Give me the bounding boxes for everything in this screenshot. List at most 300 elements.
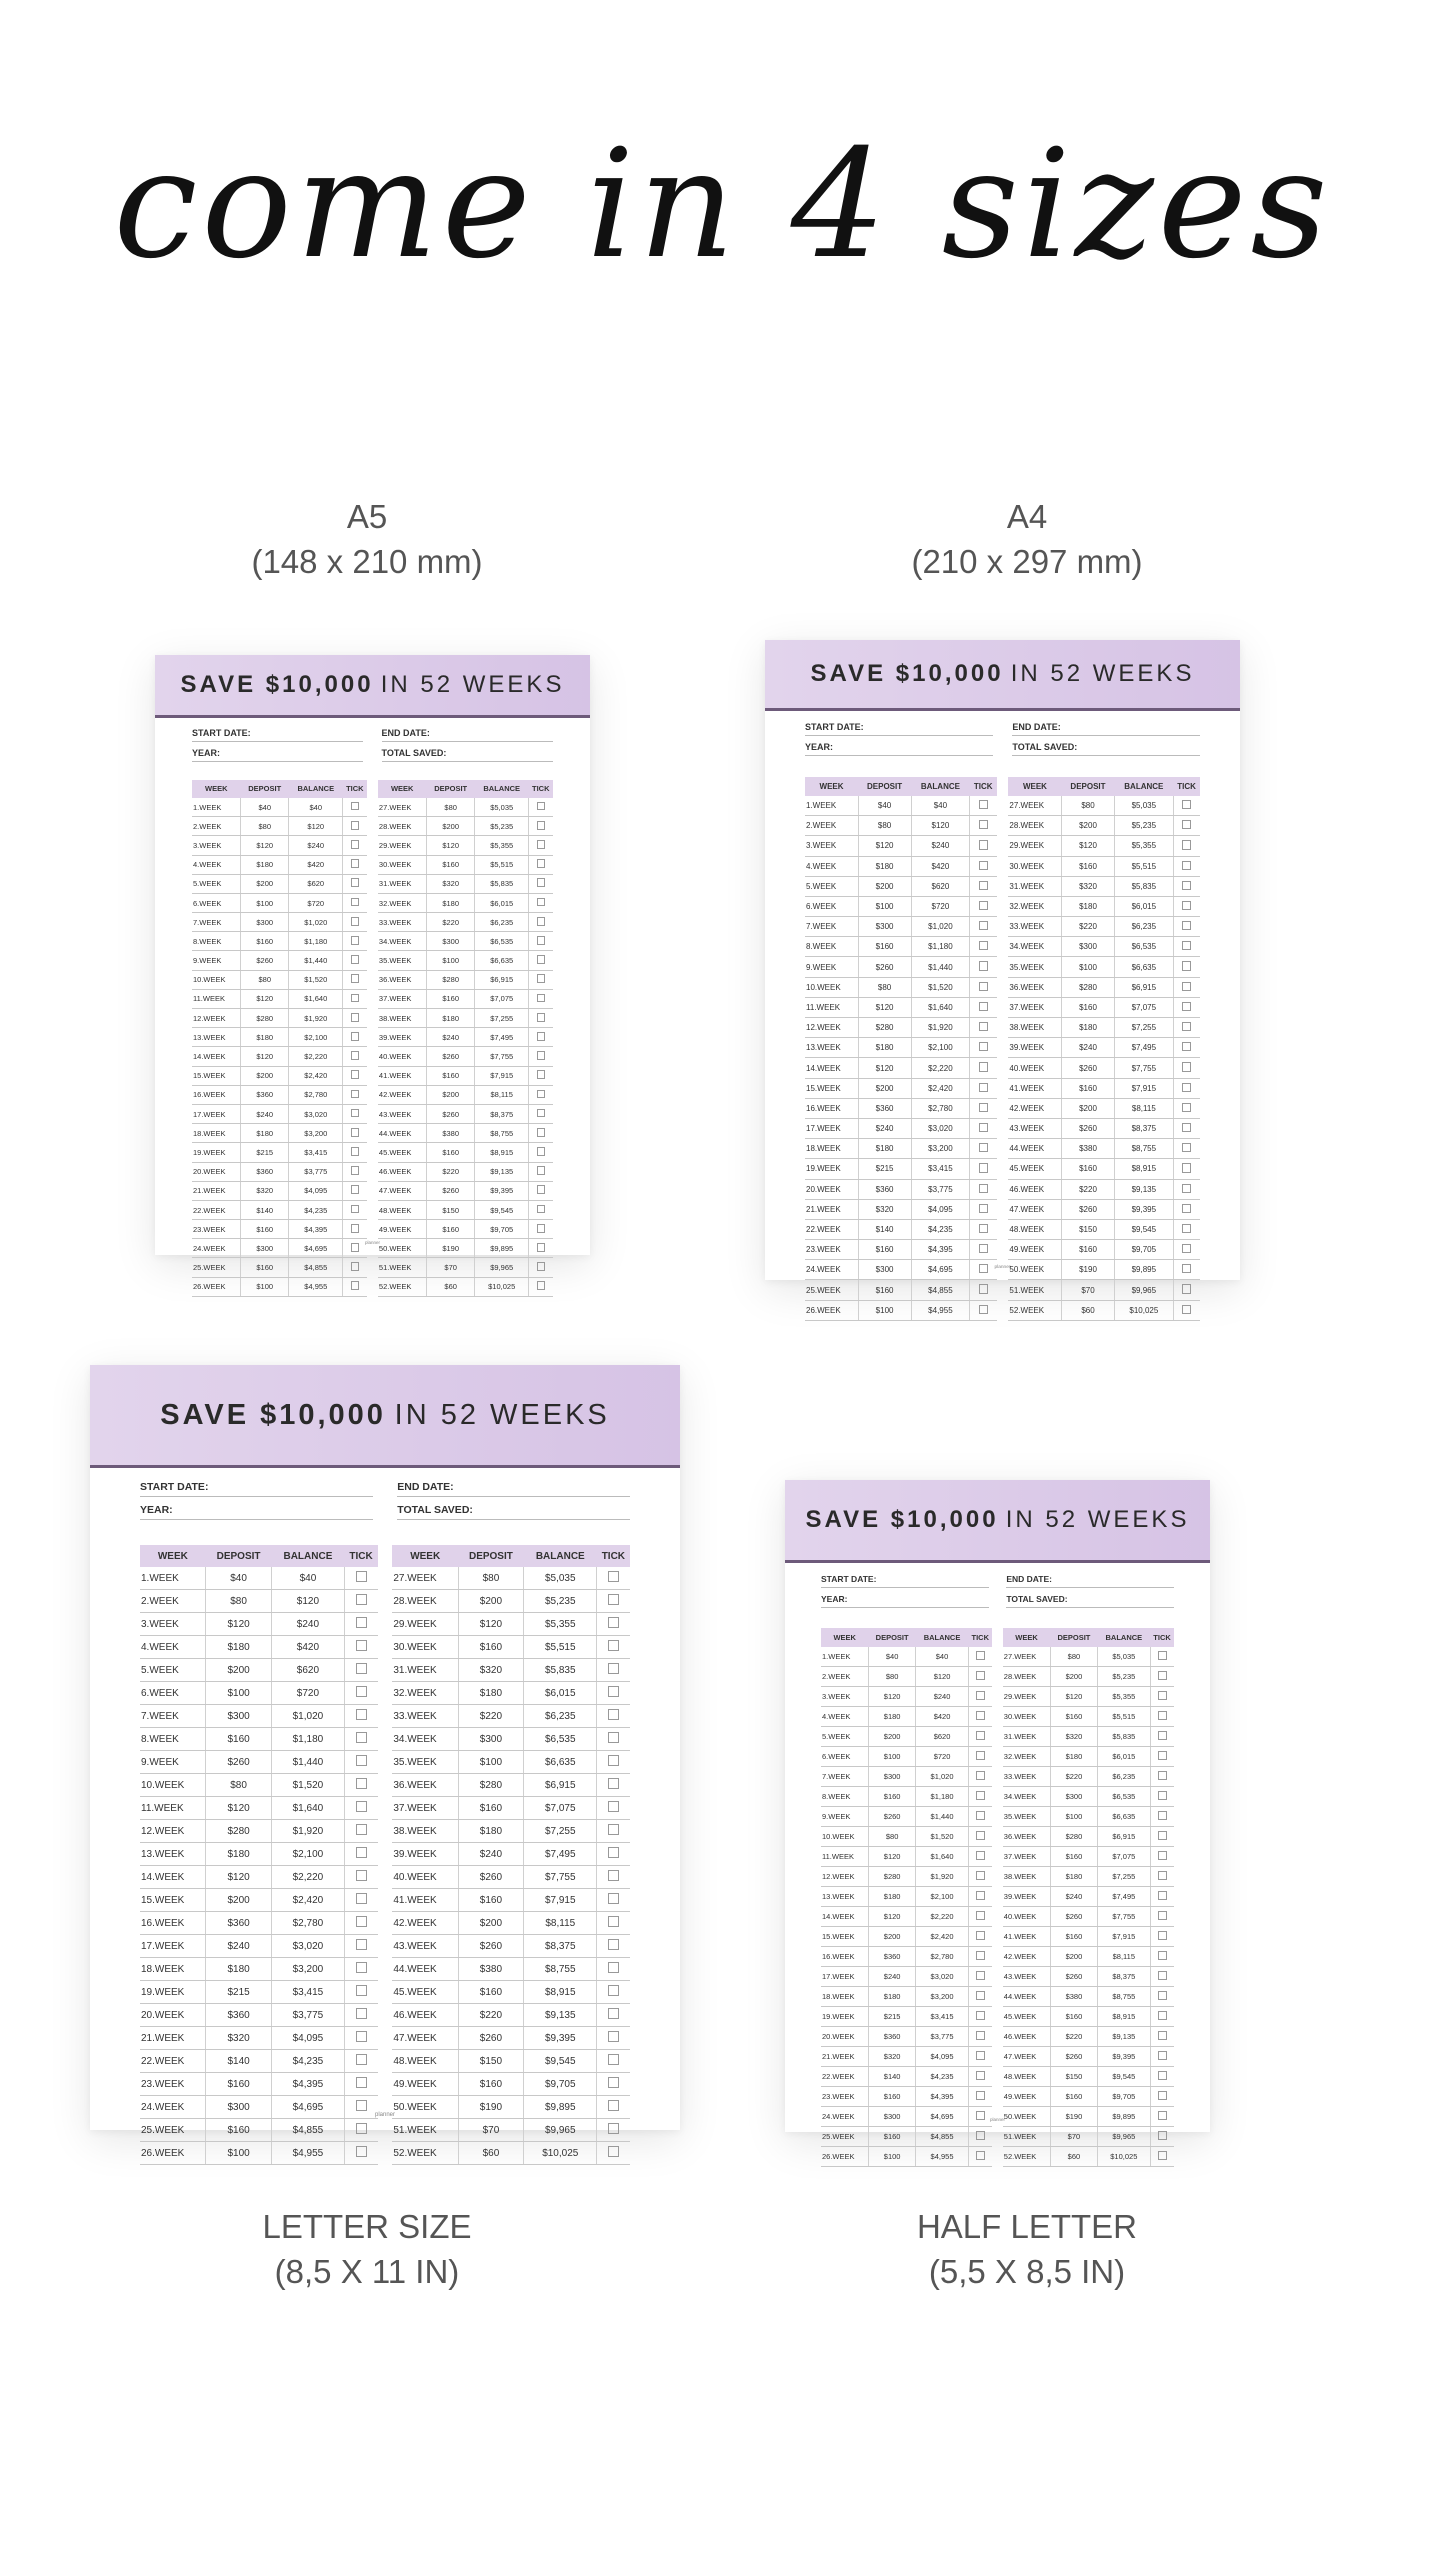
tick-checkbox[interactable]	[1182, 881, 1191, 890]
tick-checkbox[interactable]	[1158, 1791, 1167, 1800]
tick-checkbox[interactable]	[356, 1709, 367, 1720]
tick-cell[interactable]	[343, 1143, 368, 1162]
tick-checkbox[interactable]	[356, 1594, 367, 1605]
tick-cell[interactable]	[1150, 2087, 1174, 2107]
tick-checkbox[interactable]	[976, 1851, 985, 1860]
tick-checkbox[interactable]	[1182, 961, 1191, 970]
tick-checkbox[interactable]	[356, 2054, 367, 2065]
tick-cell[interactable]	[1150, 2007, 1174, 2027]
tick-checkbox[interactable]	[1182, 1022, 1191, 1031]
tick-cell[interactable]	[1150, 1947, 1174, 1967]
tick-cell[interactable]	[597, 1866, 630, 1889]
tick-cell[interactable]	[343, 1009, 368, 1028]
tick-checkbox[interactable]	[976, 1771, 985, 1780]
tick-cell[interactable]	[529, 1277, 554, 1296]
tick-cell[interactable]	[968, 1767, 992, 1787]
tick-checkbox[interactable]	[1158, 1711, 1167, 1720]
tick-cell[interactable]	[970, 856, 997, 876]
tick-checkbox[interactable]	[1158, 2131, 1167, 2140]
tick-cell[interactable]	[597, 2027, 630, 2050]
tick-checkbox[interactable]	[608, 1824, 619, 1835]
tick-cell[interactable]	[343, 1258, 368, 1277]
tick-checkbox[interactable]	[608, 1594, 619, 1605]
tick-cell[interactable]	[1173, 1199, 1200, 1219]
tick-cell[interactable]	[970, 977, 997, 997]
tick-checkbox[interactable]	[608, 1939, 619, 1950]
tick-cell[interactable]	[343, 855, 368, 874]
tick-cell[interactable]	[529, 817, 554, 836]
tick-checkbox[interactable]	[537, 1281, 546, 1290]
tick-checkbox[interactable]	[1158, 2151, 1167, 2160]
tick-cell[interactable]	[344, 1981, 377, 2004]
tick-checkbox[interactable]	[1158, 1871, 1167, 1880]
tick-cell[interactable]	[970, 1260, 997, 1280]
tick-checkbox[interactable]	[979, 820, 988, 829]
tick-cell[interactable]	[1173, 977, 1200, 997]
tick-cell[interactable]	[529, 951, 554, 970]
tick-cell[interactable]	[1173, 1219, 1200, 1239]
tick-cell[interactable]	[970, 1240, 997, 1260]
tick-checkbox[interactable]	[356, 2031, 367, 2042]
tick-cell[interactable]	[529, 989, 554, 1008]
tick-checkbox[interactable]	[608, 2146, 619, 2157]
tick-checkbox[interactable]	[1182, 1284, 1191, 1293]
tick-cell[interactable]	[344, 1682, 377, 1705]
tick-cell[interactable]	[597, 1774, 630, 1797]
tick-checkbox[interactable]	[1182, 1002, 1191, 1011]
tick-cell[interactable]	[970, 1139, 997, 1159]
tick-checkbox[interactable]	[1182, 1042, 1191, 1051]
tick-checkbox[interactable]	[356, 1617, 367, 1628]
tick-checkbox[interactable]	[356, 2146, 367, 2157]
tick-checkbox[interactable]	[979, 1002, 988, 1011]
tick-cell[interactable]	[344, 2050, 377, 2073]
tick-cell[interactable]	[1173, 896, 1200, 916]
tick-checkbox[interactable]	[351, 898, 360, 907]
tick-checkbox[interactable]	[979, 1083, 988, 1092]
tick-checkbox[interactable]	[537, 1109, 546, 1118]
tick-checkbox[interactable]	[356, 1755, 367, 1766]
tick-checkbox[interactable]	[351, 1205, 360, 1214]
tick-cell[interactable]	[968, 1807, 992, 1827]
tick-checkbox[interactable]	[356, 1778, 367, 1789]
tick-cell[interactable]	[1150, 2027, 1174, 2047]
tick-cell[interactable]	[529, 1258, 554, 1277]
tick-checkbox[interactable]	[976, 1751, 985, 1760]
tick-cell[interactable]	[597, 1705, 630, 1728]
tick-cell[interactable]	[597, 1958, 630, 1981]
tick-checkbox[interactable]	[351, 859, 360, 868]
tick-cell[interactable]	[597, 1682, 630, 1705]
tick-cell[interactable]	[597, 1636, 630, 1659]
tick-cell[interactable]	[1173, 1098, 1200, 1118]
tick-cell[interactable]	[343, 1162, 368, 1181]
tick-checkbox[interactable]	[979, 1103, 988, 1112]
tick-checkbox[interactable]	[976, 2071, 985, 2080]
tick-checkbox[interactable]	[351, 917, 360, 926]
tick-checkbox[interactable]	[608, 1985, 619, 1996]
tick-cell[interactable]	[1173, 876, 1200, 896]
tick-cell[interactable]	[970, 1280, 997, 1300]
tick-cell[interactable]	[1150, 1847, 1174, 1867]
tick-cell[interactable]	[343, 913, 368, 932]
tick-checkbox[interactable]	[1158, 1911, 1167, 1920]
tick-checkbox[interactable]	[979, 1224, 988, 1233]
tick-cell[interactable]	[968, 1667, 992, 1687]
tick-cell[interactable]	[597, 1590, 630, 1613]
tick-cell[interactable]	[1173, 1300, 1200, 1320]
tick-checkbox[interactable]	[537, 994, 546, 1003]
tick-checkbox[interactable]	[356, 1663, 367, 1674]
tick-cell[interactable]	[344, 1590, 377, 1613]
tick-checkbox[interactable]	[537, 1185, 546, 1194]
tick-checkbox[interactable]	[976, 1791, 985, 1800]
tick-cell[interactable]	[344, 2142, 377, 2165]
tick-checkbox[interactable]	[356, 1640, 367, 1651]
tick-checkbox[interactable]	[356, 1824, 367, 1835]
tick-checkbox[interactable]	[351, 1262, 360, 1271]
tick-checkbox[interactable]	[1182, 1204, 1191, 1213]
tick-cell[interactable]	[597, 2073, 630, 2096]
tick-cell[interactable]	[344, 2004, 377, 2027]
tick-checkbox[interactable]	[976, 1711, 985, 1720]
tick-cell[interactable]	[529, 1085, 554, 1104]
tick-cell[interactable]	[1173, 917, 1200, 937]
tick-checkbox[interactable]	[608, 1663, 619, 1674]
tick-checkbox[interactable]	[1182, 840, 1191, 849]
tick-checkbox[interactable]	[356, 2008, 367, 2019]
tick-cell[interactable]	[529, 1162, 554, 1181]
tick-cell[interactable]	[597, 1935, 630, 1958]
tick-cell[interactable]	[597, 1981, 630, 2004]
tick-cell[interactable]	[970, 896, 997, 916]
tick-cell[interactable]	[970, 1018, 997, 1038]
tick-cell[interactable]	[970, 1199, 997, 1219]
tick-checkbox[interactable]	[976, 2131, 985, 2140]
tick-cell[interactable]	[968, 2027, 992, 2047]
tick-checkbox[interactable]	[537, 955, 546, 964]
tick-cell[interactable]	[1173, 1159, 1200, 1179]
tick-checkbox[interactable]	[1182, 861, 1191, 870]
tick-checkbox[interactable]	[537, 802, 546, 811]
tick-checkbox[interactable]	[1182, 1224, 1191, 1233]
tick-checkbox[interactable]	[608, 1870, 619, 1881]
tick-checkbox[interactable]	[351, 1032, 360, 1041]
tick-cell[interactable]	[970, 1118, 997, 1138]
tick-checkbox[interactable]	[351, 1185, 360, 1194]
tick-checkbox[interactable]	[1158, 1671, 1167, 1680]
tick-checkbox[interactable]	[1182, 1143, 1191, 1152]
tick-cell[interactable]	[597, 1659, 630, 1682]
tick-cell[interactable]	[344, 1889, 377, 1912]
tick-checkbox[interactable]	[351, 878, 360, 887]
tick-cell[interactable]	[1150, 1647, 1174, 1667]
tick-checkbox[interactable]	[976, 1811, 985, 1820]
tick-cell[interactable]	[968, 1947, 992, 1967]
tick-checkbox[interactable]	[356, 2100, 367, 2111]
tick-checkbox[interactable]	[976, 2091, 985, 2100]
tick-checkbox[interactable]	[537, 1128, 546, 1137]
tick-cell[interactable]	[597, 2142, 630, 2165]
tick-cell[interactable]	[597, 1613, 630, 1636]
tick-cell[interactable]	[968, 1707, 992, 1727]
tick-cell[interactable]	[1150, 1987, 1174, 2007]
tick-cell[interactable]	[968, 1647, 992, 1667]
tick-checkbox[interactable]	[1158, 1971, 1167, 1980]
tick-checkbox[interactable]	[608, 2100, 619, 2111]
tick-cell[interactable]	[1150, 1967, 1174, 1987]
tick-checkbox[interactable]	[1182, 901, 1191, 910]
tick-checkbox[interactable]	[537, 936, 546, 945]
tick-cell[interactable]	[968, 2067, 992, 2087]
tick-checkbox[interactable]	[976, 1931, 985, 1940]
tick-checkbox[interactable]	[351, 1090, 360, 1099]
tick-cell[interactable]	[970, 917, 997, 937]
tick-checkbox[interactable]	[976, 1951, 985, 1960]
tick-cell[interactable]	[970, 1159, 997, 1179]
tick-checkbox[interactable]	[1158, 1691, 1167, 1700]
tick-cell[interactable]	[344, 1636, 377, 1659]
tick-cell[interactable]	[1150, 1867, 1174, 1887]
tick-checkbox[interactable]	[1158, 2011, 1167, 2020]
tick-checkbox[interactable]	[1182, 820, 1191, 829]
tick-cell[interactable]	[1150, 2047, 1174, 2067]
tick-checkbox[interactable]	[1158, 1991, 1167, 2000]
tick-checkbox[interactable]	[1158, 2071, 1167, 2080]
tick-cell[interactable]	[529, 1143, 554, 1162]
tick-cell[interactable]	[343, 1066, 368, 1085]
tick-checkbox[interactable]	[1158, 2051, 1167, 2060]
tick-cell[interactable]	[1173, 997, 1200, 1017]
tick-checkbox[interactable]	[979, 921, 988, 930]
tick-checkbox[interactable]	[351, 1109, 360, 1118]
tick-checkbox[interactable]	[356, 1732, 367, 1743]
tick-checkbox[interactable]	[976, 2151, 985, 2160]
tick-cell[interactable]	[970, 816, 997, 836]
tick-cell[interactable]	[970, 1078, 997, 1098]
tick-checkbox[interactable]	[608, 1686, 619, 1697]
tick-cell[interactable]	[968, 1907, 992, 1927]
tick-cell[interactable]	[597, 2004, 630, 2027]
tick-checkbox[interactable]	[976, 1671, 985, 1680]
tick-cell[interactable]	[529, 798, 554, 817]
tick-checkbox[interactable]	[608, 1571, 619, 1582]
tick-checkbox[interactable]	[351, 1166, 360, 1175]
tick-checkbox[interactable]	[537, 898, 546, 907]
tick-checkbox[interactable]	[1182, 1083, 1191, 1092]
tick-cell[interactable]	[1173, 1058, 1200, 1078]
tick-cell[interactable]	[1150, 1907, 1174, 1927]
tick-cell[interactable]	[343, 817, 368, 836]
tick-checkbox[interactable]	[1158, 2031, 1167, 2040]
tick-cell[interactable]	[970, 796, 997, 816]
tick-checkbox[interactable]	[979, 1204, 988, 1213]
tick-cell[interactable]	[597, 1889, 630, 1912]
tick-checkbox[interactable]	[1182, 1305, 1191, 1314]
tick-checkbox[interactable]	[537, 1205, 546, 1214]
tick-cell[interactable]	[970, 957, 997, 977]
tick-checkbox[interactable]	[356, 1939, 367, 1950]
tick-cell[interactable]	[1173, 1179, 1200, 1199]
tick-cell[interactable]	[597, 1728, 630, 1751]
tick-cell[interactable]	[529, 1124, 554, 1143]
tick-cell[interactable]	[1150, 1707, 1174, 1727]
tick-checkbox[interactable]	[608, 1778, 619, 1789]
tick-cell[interactable]	[343, 932, 368, 951]
tick-checkbox[interactable]	[1158, 1951, 1167, 1960]
tick-cell[interactable]	[343, 836, 368, 855]
tick-checkbox[interactable]	[608, 1893, 619, 1904]
tick-cell[interactable]	[970, 1058, 997, 1078]
tick-checkbox[interactable]	[976, 1831, 985, 1840]
tick-cell[interactable]	[344, 1958, 377, 1981]
tick-checkbox[interactable]	[351, 1013, 360, 1022]
tick-cell[interactable]	[597, 1843, 630, 1866]
tick-checkbox[interactable]	[608, 2008, 619, 2019]
tick-checkbox[interactable]	[979, 1163, 988, 1172]
tick-cell[interactable]	[968, 1747, 992, 1767]
tick-cell[interactable]	[1150, 2127, 1174, 2147]
tick-cell[interactable]	[1150, 1807, 1174, 1827]
tick-cell[interactable]	[970, 1219, 997, 1239]
tick-checkbox[interactable]	[1182, 800, 1191, 809]
tick-cell[interactable]	[1150, 1887, 1174, 1907]
tick-cell[interactable]	[1173, 836, 1200, 856]
tick-checkbox[interactable]	[537, 1262, 546, 1271]
tick-cell[interactable]	[968, 2007, 992, 2027]
tick-cell[interactable]	[343, 989, 368, 1008]
tick-checkbox[interactable]	[608, 1801, 619, 1812]
tick-checkbox[interactable]	[979, 1123, 988, 1132]
tick-cell[interactable]	[968, 2127, 992, 2147]
tick-cell[interactable]	[344, 1751, 377, 1774]
tick-cell[interactable]	[529, 893, 554, 912]
tick-cell[interactable]	[343, 1220, 368, 1239]
tick-cell[interactable]	[970, 1300, 997, 1320]
tick-checkbox[interactable]	[537, 1166, 546, 1175]
tick-cell[interactable]	[968, 2047, 992, 2067]
tick-checkbox[interactable]	[537, 1013, 546, 1022]
tick-checkbox[interactable]	[1158, 1811, 1167, 1820]
tick-checkbox[interactable]	[351, 1147, 360, 1156]
tick-checkbox[interactable]	[356, 2077, 367, 2088]
tick-checkbox[interactable]	[979, 1244, 988, 1253]
tick-checkbox[interactable]	[979, 881, 988, 890]
tick-cell[interactable]	[968, 1787, 992, 1807]
tick-cell[interactable]	[597, 1797, 630, 1820]
tick-checkbox[interactable]	[537, 859, 546, 868]
tick-checkbox[interactable]	[351, 994, 360, 1003]
tick-checkbox[interactable]	[351, 802, 360, 811]
tick-cell[interactable]	[529, 970, 554, 989]
tick-checkbox[interactable]	[608, 1732, 619, 1743]
tick-checkbox[interactable]	[608, 1755, 619, 1766]
tick-checkbox[interactable]	[1158, 1771, 1167, 1780]
tick-cell[interactable]	[529, 1047, 554, 1066]
tick-checkbox[interactable]	[608, 1847, 619, 1858]
tick-checkbox[interactable]	[356, 1571, 367, 1582]
tick-cell[interactable]	[344, 1843, 377, 1866]
tick-cell[interactable]	[343, 1047, 368, 1066]
tick-checkbox[interactable]	[537, 917, 546, 926]
tick-cell[interactable]	[1173, 1139, 1200, 1159]
tick-cell[interactable]	[343, 951, 368, 970]
tick-checkbox[interactable]	[608, 1916, 619, 1927]
tick-cell[interactable]	[968, 1967, 992, 1987]
tick-cell[interactable]	[343, 1085, 368, 1104]
tick-checkbox[interactable]	[976, 2011, 985, 2020]
tick-cell[interactable]	[529, 855, 554, 874]
tick-cell[interactable]	[529, 1028, 554, 1047]
tick-cell[interactable]	[343, 970, 368, 989]
tick-cell[interactable]	[343, 893, 368, 912]
tick-cell[interactable]	[1150, 1727, 1174, 1747]
tick-cell[interactable]	[529, 1104, 554, 1123]
tick-cell[interactable]	[970, 937, 997, 957]
tick-cell[interactable]	[968, 1927, 992, 1947]
tick-cell[interactable]	[343, 1124, 368, 1143]
tick-checkbox[interactable]	[979, 1284, 988, 1293]
tick-cell[interactable]	[597, 1820, 630, 1843]
tick-checkbox[interactable]	[351, 1070, 360, 1079]
tick-cell[interactable]	[597, 1751, 630, 1774]
tick-checkbox[interactable]	[356, 1893, 367, 1904]
tick-cell[interactable]	[968, 1827, 992, 1847]
tick-cell[interactable]	[968, 1867, 992, 1887]
tick-cell[interactable]	[1173, 1038, 1200, 1058]
tick-cell[interactable]	[343, 874, 368, 893]
tick-checkbox[interactable]	[979, 1042, 988, 1051]
tick-cell[interactable]	[344, 1728, 377, 1751]
tick-cell[interactable]	[970, 876, 997, 896]
tick-checkbox[interactable]	[979, 1022, 988, 1031]
tick-checkbox[interactable]	[356, 1686, 367, 1697]
tick-checkbox[interactable]	[351, 955, 360, 964]
tick-checkbox[interactable]	[1158, 1731, 1167, 1740]
tick-checkbox[interactable]	[356, 1847, 367, 1858]
tick-cell[interactable]	[343, 1200, 368, 1219]
tick-checkbox[interactable]	[1182, 1163, 1191, 1172]
tick-cell[interactable]	[597, 1912, 630, 1935]
tick-cell[interactable]	[968, 2087, 992, 2107]
tick-cell[interactable]	[343, 1028, 368, 1047]
tick-checkbox[interactable]	[976, 1731, 985, 1740]
tick-checkbox[interactable]	[1158, 1651, 1167, 1660]
tick-cell[interactable]	[344, 1567, 377, 1590]
tick-checkbox[interactable]	[537, 1147, 546, 1156]
tick-cell[interactable]	[1173, 1078, 1200, 1098]
tick-checkbox[interactable]	[979, 1062, 988, 1071]
tick-cell[interactable]	[968, 1887, 992, 1907]
tick-checkbox[interactable]	[356, 1801, 367, 1812]
tick-cell[interactable]	[529, 874, 554, 893]
tick-checkbox[interactable]	[976, 1871, 985, 1880]
tick-checkbox[interactable]	[976, 1971, 985, 1980]
tick-checkbox[interactable]	[608, 1640, 619, 1651]
tick-cell[interactable]	[344, 1659, 377, 1682]
tick-checkbox[interactable]	[608, 2123, 619, 2134]
tick-cell[interactable]	[1173, 957, 1200, 977]
tick-checkbox[interactable]	[979, 982, 988, 991]
tick-cell[interactable]	[1173, 937, 1200, 957]
tick-checkbox[interactable]	[351, 821, 360, 830]
tick-checkbox[interactable]	[537, 1224, 546, 1233]
tick-cell[interactable]	[968, 1847, 992, 1867]
tick-cell[interactable]	[1173, 816, 1200, 836]
tick-checkbox[interactable]	[1182, 1062, 1191, 1071]
tick-cell[interactable]	[1150, 1927, 1174, 1947]
tick-checkbox[interactable]	[356, 1916, 367, 1927]
